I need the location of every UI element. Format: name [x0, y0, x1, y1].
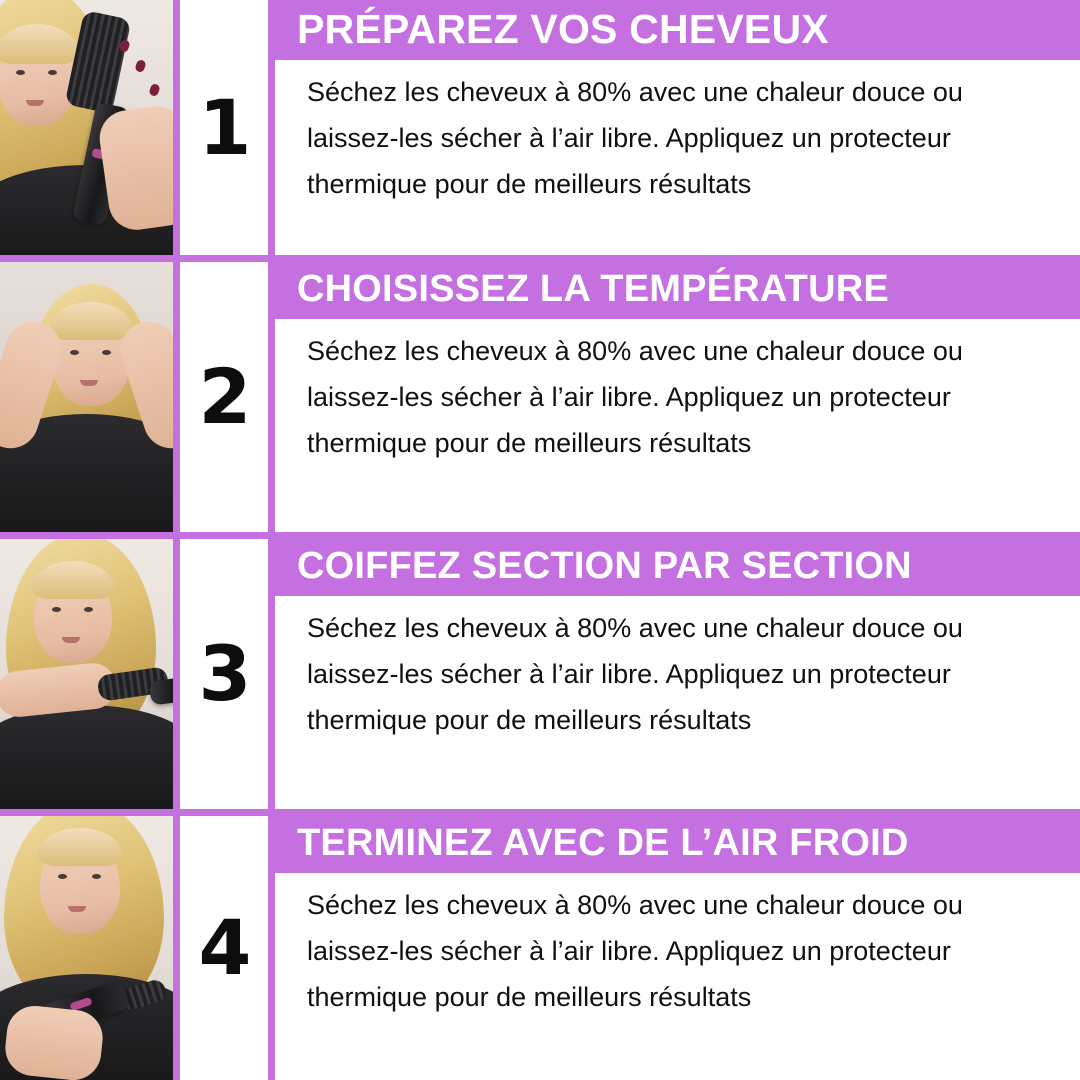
step-text-4: [275, 816, 1080, 1080]
step-body: Séchez les cheveux à 80% avec une chaleur douce ou laissez-les sécher à l’air libre. Appliquez un protecteur thermique pour de meilleurs résultats: [307, 889, 963, 1012]
step-number-4: [180, 816, 275, 1080]
step-body: Séchez les cheveux à 80% avec une chaleur douce ou laissez-les sécher à l’air libre. Appliquez un protecteur thermique pour de meilleurs résultats: [307, 77, 963, 200]
step-photo-4: [0, 816, 180, 1080]
shirt: [0, 705, 180, 809]
step-title: CHOISISSEZ LA TEMPÉRATURE: [275, 262, 1080, 319]
step-body: Séchez les cheveux à 80% avec une chaleur douce ou laissez-les sécher à l’air libre. Appliquez un protecteur thermique pour de meilleurs résultats: [307, 335, 963, 458]
step-body: Séchez les cheveux à 80% avec une chaleur douce ou laissez-les sécher à l’air libre. Appliquez un protecteur thermique pour de meilleurs résultats: [307, 612, 963, 735]
step-title: COIFFEZ SECTION PAR SECTION: [275, 539, 1080, 596]
eye-right: [84, 607, 93, 612]
photo-background: [0, 262, 173, 532]
eye-right: [92, 874, 101, 879]
step-row: [0, 0, 1080, 262]
photo-background: [0, 0, 173, 255]
eye-left: [58, 874, 67, 879]
eye-left: [16, 70, 25, 75]
step-text-2: [275, 262, 1080, 532]
step-number-label: 1: [198, 82, 250, 172]
step-photo-2: [0, 262, 180, 532]
arm: [3, 1003, 106, 1080]
photo-background: [0, 539, 173, 809]
step-photo-3: [0, 539, 180, 809]
eye-right: [48, 70, 57, 75]
step-number-3: [180, 539, 275, 809]
step-number-1: [180, 0, 275, 255]
step-row: [0, 539, 1080, 816]
step-number-label: 2: [198, 352, 250, 441]
step-title: TERMINEZ AVEC DE L’AIR FROID: [275, 816, 1080, 873]
step-number-label: 4: [198, 903, 250, 992]
step-row: [0, 816, 1080, 1080]
eye-right: [102, 350, 111, 355]
step-text-3: [275, 539, 1080, 809]
step-photo-1: [0, 0, 180, 255]
eye-left: [52, 607, 61, 612]
step-number-label: 3: [198, 629, 250, 718]
step-title: PRÉPAREZ VOS CHEVEUX: [275, 0, 1080, 60]
step-row: [0, 262, 1080, 539]
photo-background: [0, 816, 173, 1080]
step-number-2: [180, 262, 275, 532]
eye-left: [70, 350, 79, 355]
step-text-1: [275, 0, 1080, 255]
